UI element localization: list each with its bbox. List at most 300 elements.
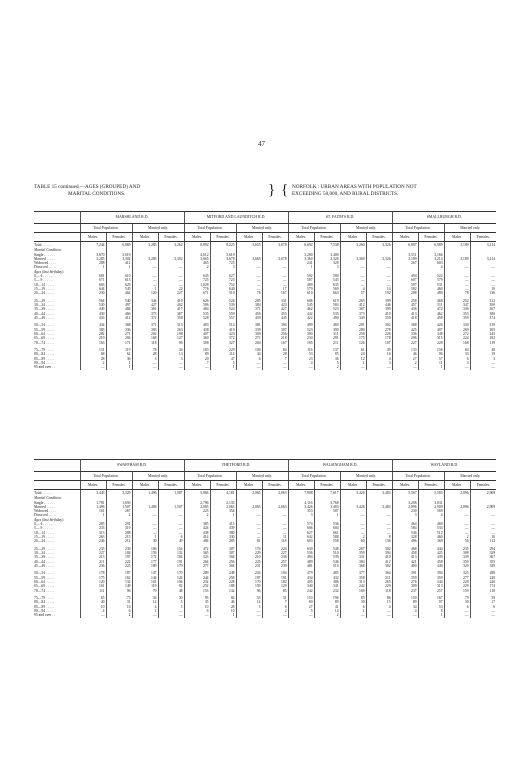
row-label: 65—69 . . . . . <box>34 336 55 341</box>
males-header: Males. <box>340 481 366 490</box>
value-cell: 4,181 <box>210 490 236 497</box>
value-cell: 170 <box>158 571 184 575</box>
value-cell: 46 <box>392 352 418 356</box>
value-cell: 313 <box>158 323 184 327</box>
value-cell: 256 <box>210 560 236 564</box>
value-cell: 227 <box>158 291 184 295</box>
value-cell: 129 <box>262 584 288 588</box>
value-cell: 229 <box>366 584 392 588</box>
value-cell: — <box>236 365 262 369</box>
value-cell: 394 <box>366 551 392 555</box>
value-cell: 432 <box>314 576 340 580</box>
value-cell: 241 <box>288 261 314 265</box>
value-cell: 252 <box>444 299 470 303</box>
value-cell: 2 <box>444 535 470 539</box>
value-cell: 10 <box>80 605 106 609</box>
value-cell: 510 <box>314 564 340 568</box>
value-cell: 7 <box>262 600 288 604</box>
value-cell: 312 <box>470 299 496 303</box>
value-cell: 3,206 <box>392 501 418 505</box>
value-cell: 278 <box>366 328 392 332</box>
value-cell: 2,909 <box>470 505 496 509</box>
males-header: Males. <box>184 481 210 490</box>
value-cell: — <box>366 265 392 269</box>
value-cell: 374 <box>470 316 496 320</box>
value-cell: 202 <box>132 332 158 336</box>
value-cell: — <box>444 513 470 517</box>
value-cell: — <box>158 526 184 530</box>
row-label: 60—64 . . . . . <box>34 332 55 337</box>
value-cell: 586 <box>184 303 210 307</box>
row-label: 70—74 . . . . . <box>34 340 55 345</box>
value-cell: 557 <box>210 316 236 320</box>
value-cell: 368 <box>392 323 418 327</box>
value-cell: 3 <box>210 265 236 269</box>
married-only-header: Married only. <box>340 472 392 481</box>
value-cell: 430 <box>80 312 106 316</box>
value-cell: 182 <box>262 580 288 584</box>
value-cell: 19 <box>470 352 496 356</box>
value-cell: 523 <box>288 328 314 332</box>
value-cell: 459 <box>236 316 262 320</box>
value-cell: 191 <box>158 560 184 564</box>
value-cell: 2,063 <box>210 505 236 509</box>
value-cell: — <box>470 365 496 369</box>
row-label: Total . . . . . . <box>34 491 53 495</box>
value-cell: 267 <box>106 509 132 513</box>
value-cell: 73 <box>106 596 132 600</box>
value-cell: 6,692 <box>288 242 314 249</box>
value-cell: 237 <box>392 589 418 593</box>
value-cell: — <box>158 274 184 278</box>
value-cell: 3 <box>366 361 392 365</box>
value-cell: 101 <box>132 580 158 584</box>
value-cell: 6 <box>158 535 184 539</box>
value-cell: 8 <box>366 535 392 539</box>
value-cell: 313 <box>340 580 366 584</box>
value-cell: 5,583 <box>418 490 444 497</box>
value-cell: 380 <box>470 312 496 316</box>
value-cell: 445 <box>262 316 288 320</box>
value-cell: 3 <box>288 513 314 517</box>
value-cell: 288 <box>106 531 132 535</box>
value-cell: 280 <box>340 328 366 332</box>
total-population-header: Total Population. <box>392 224 444 233</box>
value-cell: 162 <box>106 576 132 580</box>
value-cell: 460 <box>314 323 340 327</box>
value-cell: 410 <box>158 299 184 303</box>
group-header-row <box>34 224 496 233</box>
value-cell: 2,896 <box>444 490 470 497</box>
value-cell: 10 <box>470 287 496 291</box>
value-cell: 671 <box>80 278 106 282</box>
males-header: Males. <box>132 233 158 242</box>
value-cell: 313 <box>418 584 444 588</box>
value-cell: 523 <box>314 307 340 311</box>
value-cell: 16 <box>366 352 392 356</box>
value-cell: — <box>444 526 470 530</box>
value-cell: 104 <box>158 580 184 584</box>
value-cell: 35 <box>184 600 210 604</box>
value-cell: 3,619 <box>210 253 236 257</box>
value-cell: 118 <box>470 589 496 593</box>
total-population-header: Total Population. <box>80 224 132 233</box>
females-header: Females. <box>470 233 496 242</box>
value-cell: 119 <box>132 584 158 588</box>
value-cell: 381 <box>132 307 158 311</box>
value-cell: 159 <box>236 584 262 588</box>
value-cell: 3,768 <box>314 501 340 505</box>
value-cell: 219 <box>80 336 106 340</box>
value-cell: 399 <box>366 307 392 311</box>
value-cell: 36 <box>106 357 132 361</box>
value-cell: — <box>444 365 470 369</box>
value-cell: 2 <box>184 265 210 269</box>
value-cell: — <box>184 613 210 617</box>
row-label: 25—29 . . . . . <box>34 546 55 551</box>
married-only-header: Married only. <box>132 224 184 233</box>
value-cell: 3,189 <box>444 257 470 261</box>
value-cell: 439 <box>210 526 236 530</box>
value-cell: 277 <box>444 576 470 580</box>
value-cell: 124 <box>158 576 184 580</box>
value-cell: 294 <box>470 547 496 551</box>
value-cell: 53 <box>236 596 262 600</box>
value-cell: 444 <box>418 547 444 551</box>
value-cell: 483 <box>184 323 210 327</box>
males-header: Males. <box>184 233 210 242</box>
value-cell: 3,665 <box>184 257 210 261</box>
value-cell: 230 <box>392 509 418 513</box>
value-cell: 536 <box>288 551 314 555</box>
value-cell: 3,329 <box>106 490 132 497</box>
value-cell: 681 <box>80 274 106 278</box>
value-cell: 27 <box>392 357 418 361</box>
value-cell: 559 <box>210 312 236 316</box>
value-cell: 285 <box>236 299 262 303</box>
value-cell: 3 <box>132 357 158 361</box>
value-cell: 8,892 <box>184 242 210 249</box>
value-cell: 120 <box>80 580 106 584</box>
value-cell: 536 <box>314 522 340 526</box>
value-cell: 359 <box>392 576 418 580</box>
value-cell: 3,285 <box>132 242 158 249</box>
value-cell: 31 <box>262 596 288 600</box>
value-cell: 239 <box>262 564 288 568</box>
value-cell: 84 <box>210 596 236 600</box>
value-cell: 14 <box>132 600 158 604</box>
value-cell: 584 <box>392 526 418 530</box>
value-cell: 28 <box>210 605 236 609</box>
value-cell: — <box>158 522 184 526</box>
value-cell: 494 <box>288 555 314 559</box>
value-cell: 3,443 <box>80 490 106 497</box>
row-label: 0— 4 . . . . . . <box>34 522 54 527</box>
table-row <box>34 490 496 497</box>
row-label: 90—94 . . . . . <box>34 608 55 613</box>
value-cell: 635 <box>314 283 340 287</box>
value-cell: 168 <box>132 336 158 340</box>
value-cell: 258 <box>210 576 236 580</box>
value-cell: 3,262 <box>158 242 184 249</box>
value-cell: 47 <box>210 357 236 361</box>
value-cell: 228 <box>444 580 470 584</box>
value-cell: 438 <box>184 531 210 535</box>
value-cell: 433 <box>80 316 106 320</box>
value-cell: 308 <box>444 551 470 555</box>
value-cell: — <box>470 609 496 613</box>
married-only-header: Married only. <box>444 472 496 481</box>
value-cell: 484 <box>184 539 210 543</box>
value-cell: 14 <box>236 600 262 604</box>
females-header: Females. <box>106 481 132 490</box>
value-cell: 2,896 <box>444 505 470 509</box>
value-cell: — <box>236 535 262 539</box>
value-cell: 242 <box>340 584 366 588</box>
value-cell: 603 <box>288 539 314 543</box>
value-cell: 3,189 <box>444 242 470 249</box>
value-cell: 147 <box>132 571 158 575</box>
value-cell: 661 <box>314 531 340 535</box>
value-cell: 1 <box>132 535 158 539</box>
value-cell: 6 <box>444 357 470 361</box>
value-cell: 564 <box>80 299 106 303</box>
value-cell: 300 <box>288 332 314 336</box>
heading-left-line1: TABLE 15 continued.—AGES (GROUPED) AND <box>34 184 141 190</box>
value-cell: 460 <box>418 535 444 539</box>
value-cell: 449 <box>80 307 106 311</box>
value-cell: 10 <box>210 609 236 613</box>
value-cell: 3,285 <box>80 257 106 261</box>
value-cell: 2 <box>184 513 210 517</box>
value-cell: — <box>340 274 366 278</box>
corner-cell <box>34 212 80 224</box>
value-cell: 569 <box>418 509 444 513</box>
value-cell: 752 <box>210 283 236 287</box>
value-cell: 390 <box>470 303 496 307</box>
value-cell: 434 <box>288 576 314 580</box>
value-cell: 289 <box>184 571 210 575</box>
value-cell: 288 <box>470 571 496 575</box>
value-cell: 456 <box>236 312 262 316</box>
females-header: Females. <box>366 481 392 490</box>
row-label: 35—39 . . . . . <box>34 307 55 312</box>
females-header: Females. <box>158 481 184 490</box>
value-cell: — <box>262 531 288 535</box>
value-cell: 211 <box>314 341 340 345</box>
value-cell: 412 <box>366 560 392 564</box>
value-cell: — <box>444 609 470 613</box>
value-cell: 535 <box>314 312 340 316</box>
value-cell: 407 <box>418 328 444 332</box>
value-cell: — <box>262 526 288 530</box>
value-cell: 610 <box>288 291 314 295</box>
value-cell: 119 <box>106 348 132 352</box>
value-cell: 421 <box>392 560 418 564</box>
value-cell: 161 <box>80 509 106 513</box>
value-cell: 133 <box>392 348 418 352</box>
value-cell: 588 <box>314 535 340 539</box>
value-cell: 177 <box>132 560 158 564</box>
value-cell: 526 <box>210 299 236 303</box>
value-cell: 212 <box>106 539 132 543</box>
row-label: 20—24 . . . . . <box>34 291 55 296</box>
value-cell: 327 <box>210 341 236 345</box>
males-header: Males. <box>80 481 106 490</box>
value-cell: — <box>262 613 288 617</box>
row-label: 30—34 . . . . . <box>34 303 55 308</box>
value-cell: 175 <box>340 336 366 340</box>
value-cell: 265 <box>366 580 392 584</box>
value-cell: 307 <box>262 328 288 332</box>
value-cell: 579 <box>288 287 314 291</box>
value-cell: — <box>444 613 470 617</box>
row-label: Married . . . . . <box>34 504 56 509</box>
value-cell: 1 <box>314 513 340 517</box>
value-cell: 245 <box>470 332 496 336</box>
value-cell: — <box>158 283 184 287</box>
value-cell: 311 <box>314 332 340 336</box>
value-cell: 211 <box>80 560 106 564</box>
value-cell: 3,360 <box>340 257 366 261</box>
value-cell: — <box>366 526 392 530</box>
females-header: Females. <box>314 481 340 490</box>
value-cell: 619 <box>314 299 340 303</box>
value-cell: 415 <box>210 522 236 526</box>
value-cell: 137 <box>314 348 340 352</box>
value-cell: 329 <box>470 551 496 555</box>
value-cell: 1,507 <box>158 505 184 509</box>
value-cell: 288 <box>392 291 418 295</box>
row-label: Divorced . . . . <box>34 513 56 518</box>
row-label: 50—54 . . . . . <box>34 571 55 576</box>
value-cell: 412 <box>106 261 132 265</box>
value-cell: 2 <box>340 535 366 539</box>
value-cell: 97 <box>418 600 444 604</box>
value-cell: 1,028 <box>184 283 210 287</box>
value-cell: 484 <box>184 307 210 311</box>
value-cell: 1 <box>80 513 106 517</box>
value-cell: 307 <box>210 551 236 555</box>
row-label: 25—29 . . . . . <box>34 298 55 303</box>
row-label: 55—59 . . . . . <box>34 575 55 580</box>
value-cell: 350 <box>444 560 470 564</box>
row-label: 50—54 . . . . . <box>34 323 55 328</box>
total-population-header: Total Population. <box>184 224 236 233</box>
value-cell: 329 <box>444 564 470 568</box>
value-cell: — <box>288 613 314 617</box>
value-cell: 2,909 <box>418 505 444 509</box>
value-cell: 267 <box>392 261 418 265</box>
row-label: 90—94 . . . . . <box>34 360 55 365</box>
value-cell: 1 <box>106 361 132 365</box>
value-cell: — <box>366 613 392 617</box>
value-cell: 3,326 <box>314 257 340 261</box>
value-cell: — <box>340 526 366 530</box>
value-cell: 607 <box>392 278 418 282</box>
table-row <box>34 613 496 617</box>
value-cell: — <box>262 365 288 369</box>
value-cell: 265 <box>340 299 366 303</box>
value-cell: — <box>366 609 392 613</box>
value-cell: 336 <box>444 307 470 311</box>
row-label: Married . . . . . <box>34 256 56 261</box>
value-cell: 189 <box>132 564 158 568</box>
value-cell: 384 <box>236 303 262 307</box>
value-cell: 264 <box>184 560 210 564</box>
value-cell: 33 <box>444 352 470 356</box>
value-cell: 604 <box>314 526 340 530</box>
value-cell: 3,426 <box>340 490 366 497</box>
married-only-header: Married only. <box>236 472 288 481</box>
value-cell: — <box>236 274 262 278</box>
value-cell: 330 <box>210 535 236 539</box>
value-cell: 5,567 <box>392 490 418 497</box>
value-cell: 369 <box>418 539 444 543</box>
value-cell: 558 <box>314 539 340 543</box>
value-cell: — <box>366 365 392 369</box>
value-cell: 613 <box>106 278 132 282</box>
value-cell: 304 <box>210 564 236 568</box>
area-name: THETFORD R.D. <box>184 460 288 472</box>
area-header-row <box>34 460 496 472</box>
value-cell: — <box>340 265 366 269</box>
value-cell: 234 <box>288 336 314 340</box>
value-cell: 230 <box>80 291 106 295</box>
value-cell: 44 <box>158 348 184 352</box>
value-cell: 272 <box>444 332 470 336</box>
value-cell: 603 <box>418 261 444 265</box>
value-cell: 22 <box>158 287 184 291</box>
row-label: Widowed . . . . <box>34 261 56 266</box>
row-label: 80—84 . . . . . <box>34 352 55 357</box>
row-label: 10—14 . . . . . <box>34 530 55 535</box>
value-cell: 540 <box>106 299 132 303</box>
value-cell: 49 <box>158 539 184 543</box>
value-cell: — <box>340 531 366 535</box>
value-cell: 40 <box>80 600 106 604</box>
value-cell: 481 <box>288 564 314 568</box>
value-cell: 2 <box>106 513 132 517</box>
value-cell: 1 <box>210 365 236 369</box>
value-cell: 44 <box>236 352 262 356</box>
row-label: 5— 9 . . . . . . <box>34 278 54 283</box>
value-cell: 118 <box>132 341 158 345</box>
value-cell: 96 <box>236 589 262 593</box>
value-cell: 367 <box>470 555 496 559</box>
value-cell: 587 <box>314 509 340 513</box>
value-cell: 328 <box>314 261 340 265</box>
value-cell: 642 <box>288 535 314 539</box>
value-cell: 365 <box>184 551 210 555</box>
value-cell: 2 <box>106 613 132 617</box>
value-cell: 204 <box>106 336 132 340</box>
row-label: Marital Condition. <box>34 496 62 501</box>
value-cell: — <box>392 613 418 617</box>
value-cell: 14 <box>314 609 340 613</box>
value-cell: — <box>444 278 470 282</box>
value-cell: 168 <box>444 341 470 345</box>
value-cell: 119 <box>470 341 496 345</box>
value-cell: 383 <box>80 328 106 332</box>
value-cell: — <box>262 522 288 526</box>
value-cell: 373 <box>340 312 366 316</box>
value-cell: 3,326 <box>366 242 392 249</box>
value-cell: 198 <box>158 332 184 336</box>
value-cell: 185 <box>288 341 314 345</box>
total-population-header: Total Population. <box>184 472 236 481</box>
value-cell: — <box>366 531 392 535</box>
